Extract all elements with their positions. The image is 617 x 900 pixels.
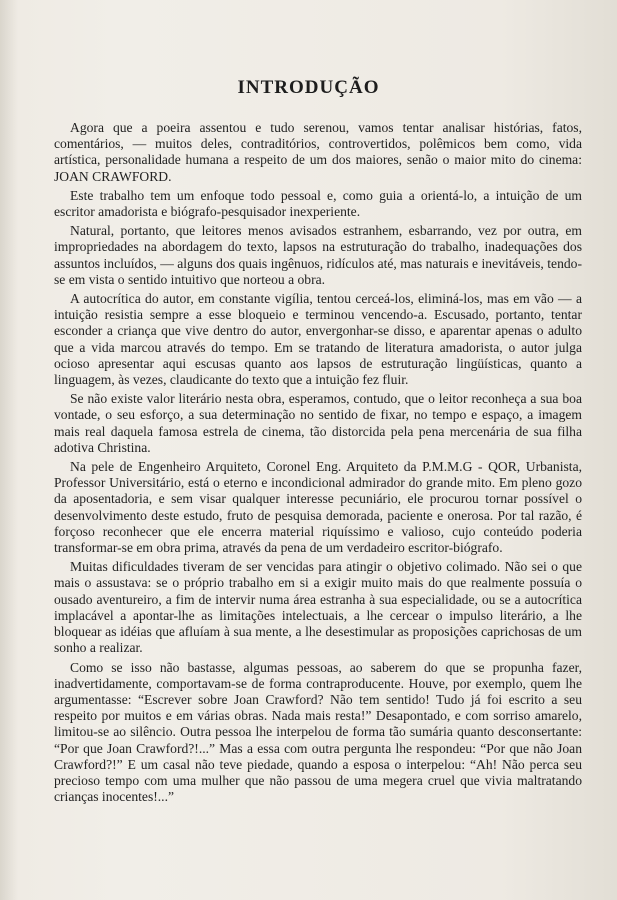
paragraph: Este trabalho tem um enfoque todo pessoal e, como guia a orientá-lo, a intuição de um escritor amadorista e biógrafo-pesquisador inexperiente. bbox=[54, 187, 582, 220]
page-title: INTRODUÇÃO bbox=[237, 76, 380, 98]
paragraph: Agora que a poeira assentou e tudo serenou, vamos tentar analisar histórias, fatos, comentários, — muitos deles, contraditórios, controvertidos, polêmicos bem como, vida artística, personalidade humana a respeito de um dos maiores, senão o maior mito do cinema: JOAN CRAWFORD. bbox=[54, 120, 582, 184]
paragraph: Muitas dificuldades tiveram de ser vencidas para atingir o objetivo colimado. Não sei o que mais o assustava: se o próprio trabalho em si a exigir muito mais do que realmente possuía o ousado aventureiro, a fim de intervir numa área estranha à sua especialidade, ou se a autocrítica implacável a apontar-lhe as limitações intelectuais, a lhe cercear o impulso literário, a lhe bloquear as idéias que afluíam à sua mente, a lhe desestimular as proposições caprichosas de um sonho a realizar. bbox=[54, 559, 582, 656]
paragraph: A autocrítica do autor, em constante vigília, tentou cerceá-los, eliminá-los, mas em vão — a intuição resistia sempre a esse bloqueio e terminou vencendo-a. Escusado, portanto, tentar esconder a criança que vive dentro do autor, envergonhar-se disso, e aparentar apenas o adulto que a vida marcou através do tempo. Em se tratando de literatura amadorista, o autor julga ocioso apresentar aqui escusas quanto aos lapsos de estruturação lingüísticas, quanto a linguagem, às vezes, claudicante do texto que a intuição fez fluir. bbox=[54, 291, 582, 388]
paragraph: Como se isso não bastasse, algumas pessoas, ao saberem do que se propunha fazer, inadvertidamente, comportavam-se de forma contraproducente. Houve, por exemplo, quem lhe argumentasse: “Escrever sobre Joan Crawford? Não tem sentido! Tudo já foi escrito a seu respeito por muitos e em várias obras. Nada mais resta!” Desapontado, e com sorriso amarelo, limitou-se ao silêncio. Outra pessoa lhe interpelou de forma tão sumária quanto desconsertante: “Por que Joan Crawford?!...” Mas a essa com outra pergunta lhe respondeu: “Por que não Joan Crawford?!” E um casal não teve piedade, quando a esposa o interpelou: “Ah! Não perca seu precioso tempo com uma mulher que não passou de uma megera cruel que vivia maltratando crianças inocentes!...” bbox=[54, 659, 582, 805]
body-text bbox=[54, 120, 582, 808]
paragraph: Na pele de Engenheiro Arquiteto, Coronel Eng. Arquiteto da P.M.M.G - QOR, Urbanista, Professor Universitário, está o eterno e incondicional admirador do grande mito. Em pleno gozo da aposentadoria, e sem visar qualquer interesse pecuniário, ele procurou tornar possível o desenvolvimento deste estudo, fruto de pesquisa demorada, paciente e onerosa. Por tal razão, é forçoso reconhecer que ele encerra material riquíssimo e valioso, cujo conteúdo poderia transformar-se em obra prima, através da pena de um verdadeiro escritor-biógrafo. bbox=[54, 459, 582, 556]
paragraph: Se não existe valor literário nesta obra, esperamos, contudo, que o leitor reconheça a sua boa vontade, o seu esforço, a sua determinação no sentido de fixar, no tempo e espaço, a imagem mais real daquela famosa estrela de cinema, tão distorcida pela pena mercenária de sua filha adotiva Christina. bbox=[54, 391, 582, 455]
paragraph: Natural, portanto, que leitores menos avisados estranhem, esbarrando, vez por outra, em impropriedades na abordagem do texto, lapsos na estruturação do trabalho, inadequações dos assuntos incluídos, — alguns dos quais ingênuos, ridículos até, mas naturais e inevitáveis, tendo-se em vista o sentido intuitivo que norteou a obra. bbox=[54, 223, 582, 287]
